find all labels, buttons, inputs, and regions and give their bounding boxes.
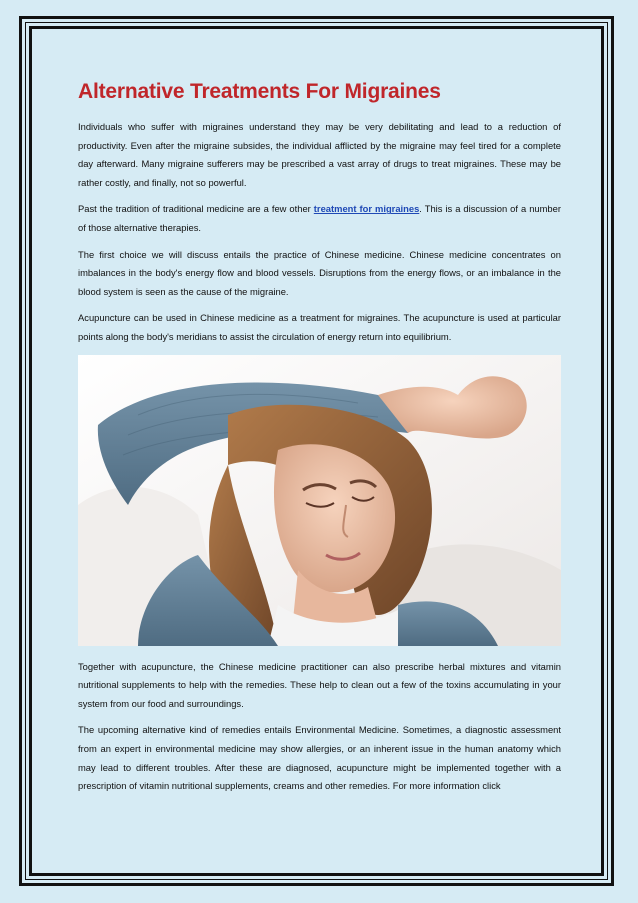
paragraph-chinese-medicine: The first choice we will discuss entails the practice of Chinese medicine. Chinese medicine concentrates on imbalances in the body's energy flow and blood vessels. Disruptions from the energy flows, or an imbalance in the blood system is seen as the cause of the migraine. — [78, 248, 561, 297]
paragraph-intro: Individuals who suffer with migraines understand they may be very debilitating and lead to a reduction of productivity. Even after the migraine subsides, the individual afflicted by the migraine may feel tired for a complete day afterward. Many migraine sufferers may be prescribed a vast array of drugs to treat migraines. These may be rather costly, and finally, not so powerful. — [78, 121, 561, 188]
page-title: Alternative Treatments For Migraines — [78, 80, 441, 103]
treatment-link[interactable]: treatment for migraines — [313, 203, 420, 215]
paragraph-alternatives-start: Past the tradition of traditional medicine are a few other — [78, 203, 314, 215]
paragraph-acupuncture: Acupuncture can be used in Chinese medicine as a treatment for migraines. The acupuncture is used at particular points along the body's meridians to assist the circulation of energy return into equilibrium. — [78, 312, 561, 342]
paragraph-alternatives-end: . This is a discussion of a number of those alternative therapies. — [78, 203, 561, 233]
paragraph-alternatives — [78, 200, 561, 237]
paragraph-environmental-medicine: The upcoming alternative kind of remedies entails Environmental Medicine. Sometimes, a diagnostic assessment from an expert in environmental medicine may show allergies, or an inherent issue in the human anatomy which may lead to different troubles. After these are diagnosed, acupuncture might be implemented together with a prescription of vitamin nutritional supplements, creams and other remedies. For more information click — [78, 724, 561, 792]
document-body — [78, 80, 561, 804]
paragraph-herbal-supplements: Together with acupuncture, the Chinese medicine practitioner can also prescribe herbal mixtures and vitamin nutritional supplements to help with the remedies. These help to clean out a few of the toxins accumulating in your system from our food and surroundings. — [78, 660, 561, 709]
woman-migraine-photo — [78, 355, 561, 646]
